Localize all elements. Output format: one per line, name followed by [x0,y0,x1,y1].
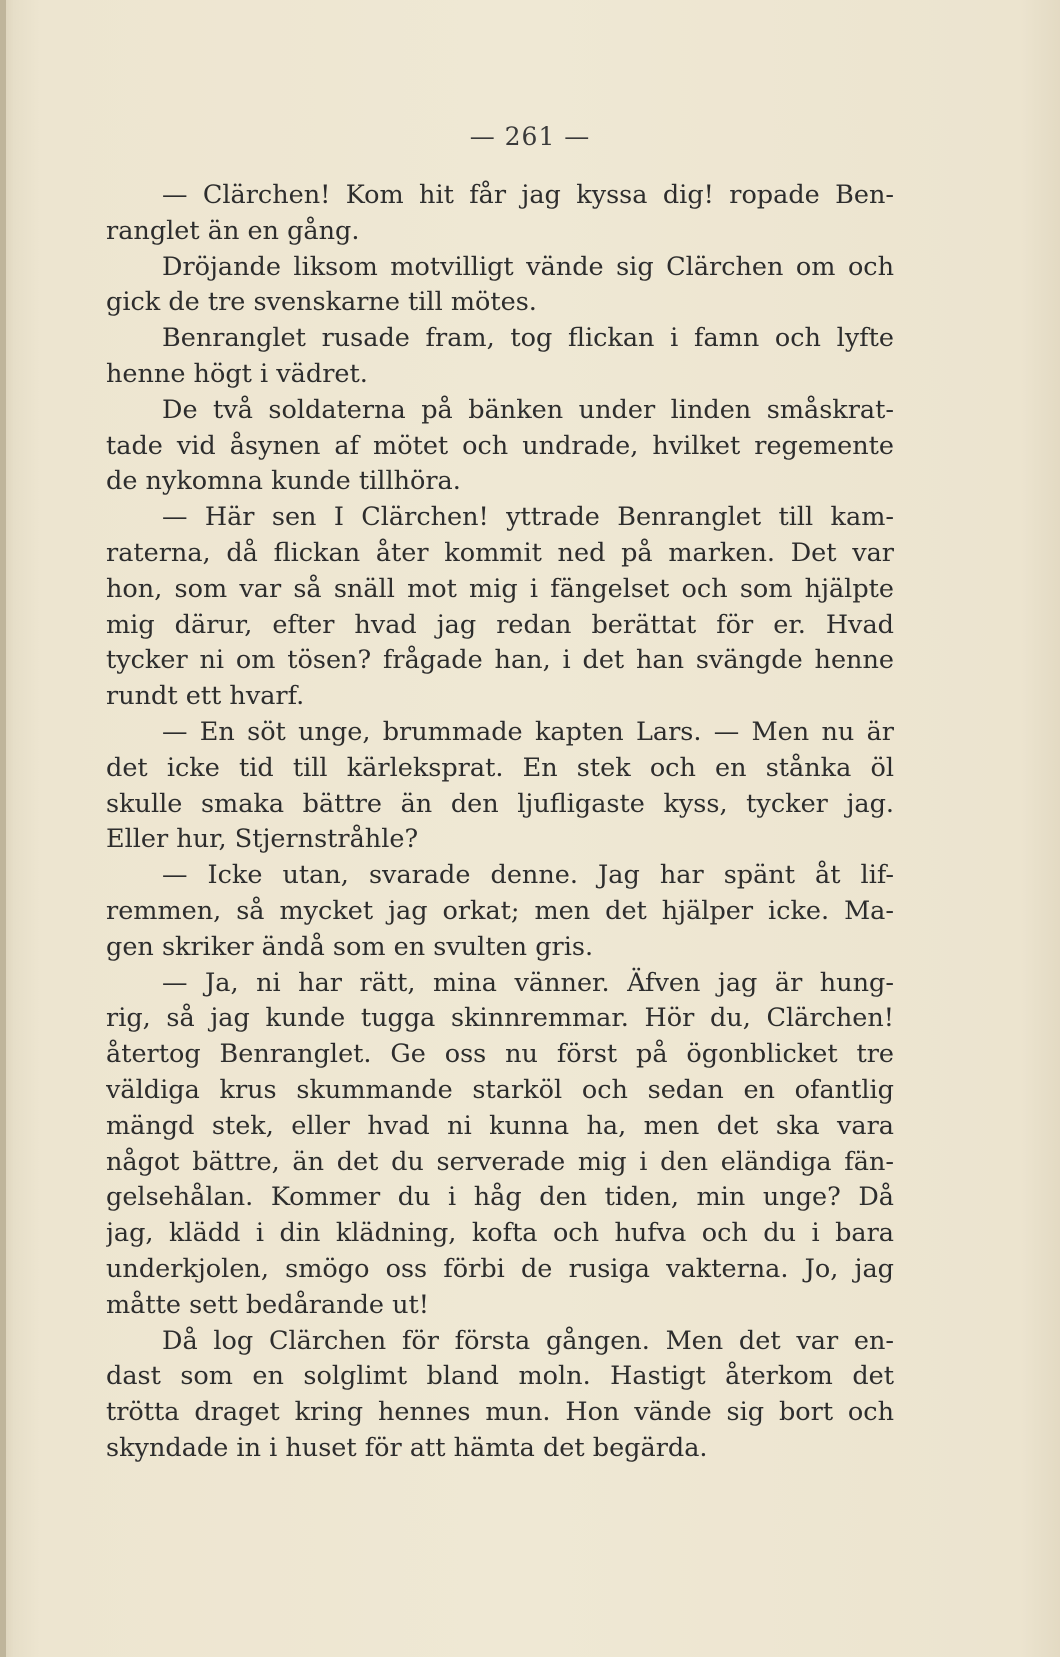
text-line: tade vid åsynen af mötet och undrade, hvilket regemente [106,430,894,461]
text-line: mängd stek, eller hvad ni kunna ha, men det ska vara [106,1110,894,1141]
text-line: de nykomna kunde tillhöra. [106,466,461,497]
text-line: raterna, då flickan åter kommit ned på marken. Det var [106,537,894,568]
text-line: Eller hur, Stjernstråhle? [106,824,419,855]
text-line: något bättre, än det du serverade mig i den eländiga fän- [106,1146,894,1177]
text-line: måtte sett bedårande ut! [106,1289,430,1320]
text-line: De två soldaterna på bänken under linden småskrat- [162,394,894,425]
text-line: återtog Benranglet. Ge oss nu först på ögonblicket tre [106,1039,894,1070]
page-number: — 261 — [469,122,591,151]
text-line: remmen, så mycket jag orkat; men det hjälper icke. Ma- [106,895,894,926]
text-line: Då log Clärchen för första gången. Men det var en- [162,1325,894,1356]
text-line: — Ja, ni har rätt, mina vänner. Äfven jag är hung- [162,967,894,998]
text-line: gen skriker ändå som en svulten gris. [106,931,594,962]
text-line: Benranglet rusade fram, tog flickan i famn och lyfte [162,323,894,354]
text-line: skyndade in i huset för att hämta det begärda. [106,1432,708,1463]
text-line: — En söt unge, brummade kapten Lars. — Men nu är [162,716,894,747]
text-line: tycker ni om tösen? frågade han, i det han svängde henne [106,645,894,676]
text-line: rundt ett hvarf. [106,681,305,712]
text-line: Dröjande liksom motvilligt vände sig Clärchen om och [162,251,894,282]
text-line: ranglet än en gång. [106,215,360,246]
text-line: väldiga krus skummande starköl och sedan en ofantlig [106,1074,894,1105]
body-text [106,178,894,1467]
text-line: — Icke utan, svarade denne. Jag har spänt åt lif- [162,860,894,891]
text-line: rig, så jag kunde tugga skinnremmar. Hör du, Clärchen! [106,1003,894,1034]
text-line: skulle smaka bättre än den ljufligaste kyss, tycker jag. [106,788,894,819]
text-line: trötta draget kring hennes mun. Hon vände sig bort och [106,1397,894,1428]
text-line: gick de tre svenskarne till mötes. [106,287,537,318]
text-line: dast som en solglimt bland moln. Hastigt återkom det [106,1361,894,1392]
text-line: underkjolen, smögo oss förbi de rusiga vakterna. Jo, jag [106,1253,894,1284]
text-line: hon, som var så snäll mot mig i fängelset och som hjälpte [106,573,894,604]
text-line: gelsehålan. Kommer du i håg den tiden, min unge? Då [106,1182,894,1213]
text-line: henne högt i vädret. [106,358,368,389]
text-line: — Clärchen! Kom hit får jag kyssa dig! ropade Ben- [162,180,894,210]
text-line: jag, klädd i din klädning, kofta och hufva och du i bara [106,1218,894,1249]
text-line: det icke tid till kärleksprat. En stek och en stånka öl [106,752,894,783]
text-line: mig därur, efter hvad jag redan berättat för er. Hvad [106,609,894,640]
text-line: — Här sen I Clärchen! yttrade Benranglet till kam- [162,502,894,533]
